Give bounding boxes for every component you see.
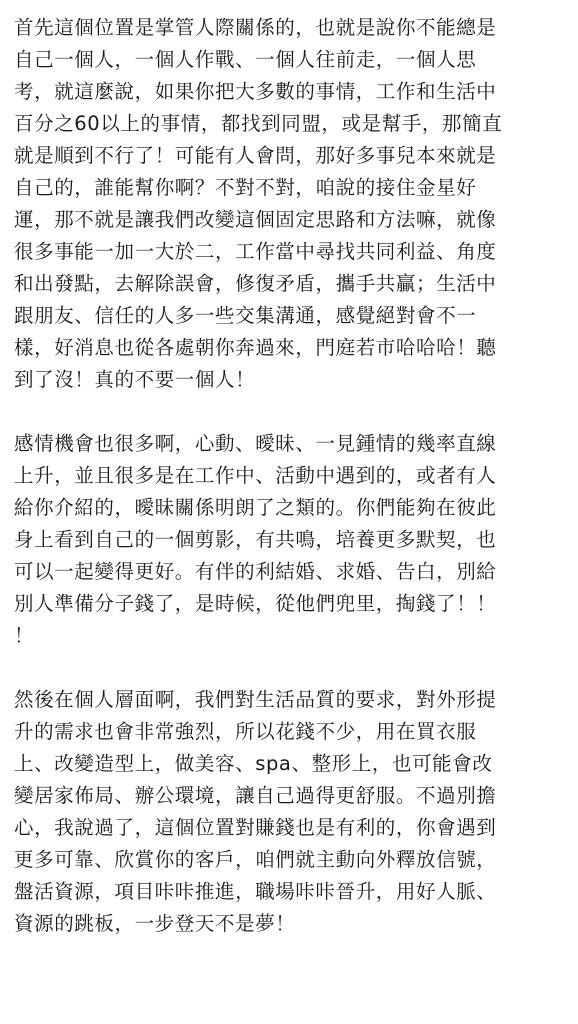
- text-line: 就是順到不行了！可能有人會問，那好多事兒本來就是: [14, 144, 497, 167]
- paragraph-spacer: [14, 396, 564, 428]
- text-line: 自己一個人，一個人作戰、一個人往前走，一個人思: [14, 48, 477, 71]
- paragraph-spacer: [14, 652, 564, 684]
- text-line: 跟朋友、信任的人多一些交集溝通，感覺絕對會不一: [14, 304, 477, 327]
- text-line: 盤活資源，項目咔咔推進，職場咔咔晉升，用好人脈、: [14, 880, 497, 903]
- paragraph-2: [14, 428, 564, 652]
- text-line: 和出發點，去解除誤會，修復矛盾，攜手共贏；生活中: [14, 272, 497, 295]
- text-line: 別人準備分子錢了，是時候，從他們兜里，掏錢了！！: [14, 592, 497, 615]
- text-line: 身上看到自己的一個剪影，有共鳴，培養更多默契，也: [14, 528, 497, 551]
- text-line: ！: [14, 624, 35, 647]
- text-line: 首先這個位置是掌管人際關係的，也就是說你不能總是: [14, 16, 497, 39]
- text-line: 上、改變造型上，做美容、spa、整形上，也可能會改: [14, 752, 493, 775]
- text-line: 變居家佈局、辦公環境，讓自己過得更舒服。不過別擔: [14, 784, 497, 807]
- text-line: 感情機會也很多啊，心動、曖昧、一見鍾情的幾率直線: [14, 432, 497, 455]
- paragraph-3: [14, 684, 564, 940]
- text-line: 可以一起變得更好。有伴的利結婚、求婚、告白，別給: [14, 560, 497, 583]
- text-line: 升的需求也會非常強烈，所以花錢不少，用在買衣服: [14, 720, 477, 743]
- text-line: 然後在個人層面啊，我們對生活品質的要求，對外形提: [14, 688, 497, 711]
- text-line: 自己的，誰能幫你啊？不對不對，咱說的接住金星好: [14, 176, 477, 199]
- text-line: 資源的跳板，一步登天不是夢！: [14, 912, 296, 935]
- paragraph-1: [14, 12, 564, 396]
- text-line: 給你介紹的，曖昧關係明朗了之類的。你們能夠在彼此: [14, 496, 497, 519]
- text-line: 樣，好消息也從各處朝你奔過來，門庭若市哈哈哈！聽: [14, 336, 497, 359]
- text-line: 心，我說過了，這個位置對賺錢也是有利的，你會遇到: [14, 816, 497, 839]
- text-line: 很多事能一加一大於二，工作當中尋找共同利益、角度: [14, 240, 497, 263]
- text-line: 更多可靠、欣賞你的客戶，咱們就主動向外釋放信號，: [14, 848, 497, 871]
- text-line: 考，就這麼說，如果你把大多數的事情，工作和生活中: [14, 80, 497, 103]
- text-line: 百分之60以上的事情，都找到同盟，或是幫手，那簡直: [14, 112, 503, 135]
- text-line: 上升，並且很多是在工作中、活動中遇到的，或者有人: [14, 464, 497, 487]
- text-line: 到了沒！真的不要一個人！: [14, 368, 256, 391]
- text-line: 運，那不就是讓我們改變這個固定思路和方法嘛，就像: [14, 208, 497, 231]
